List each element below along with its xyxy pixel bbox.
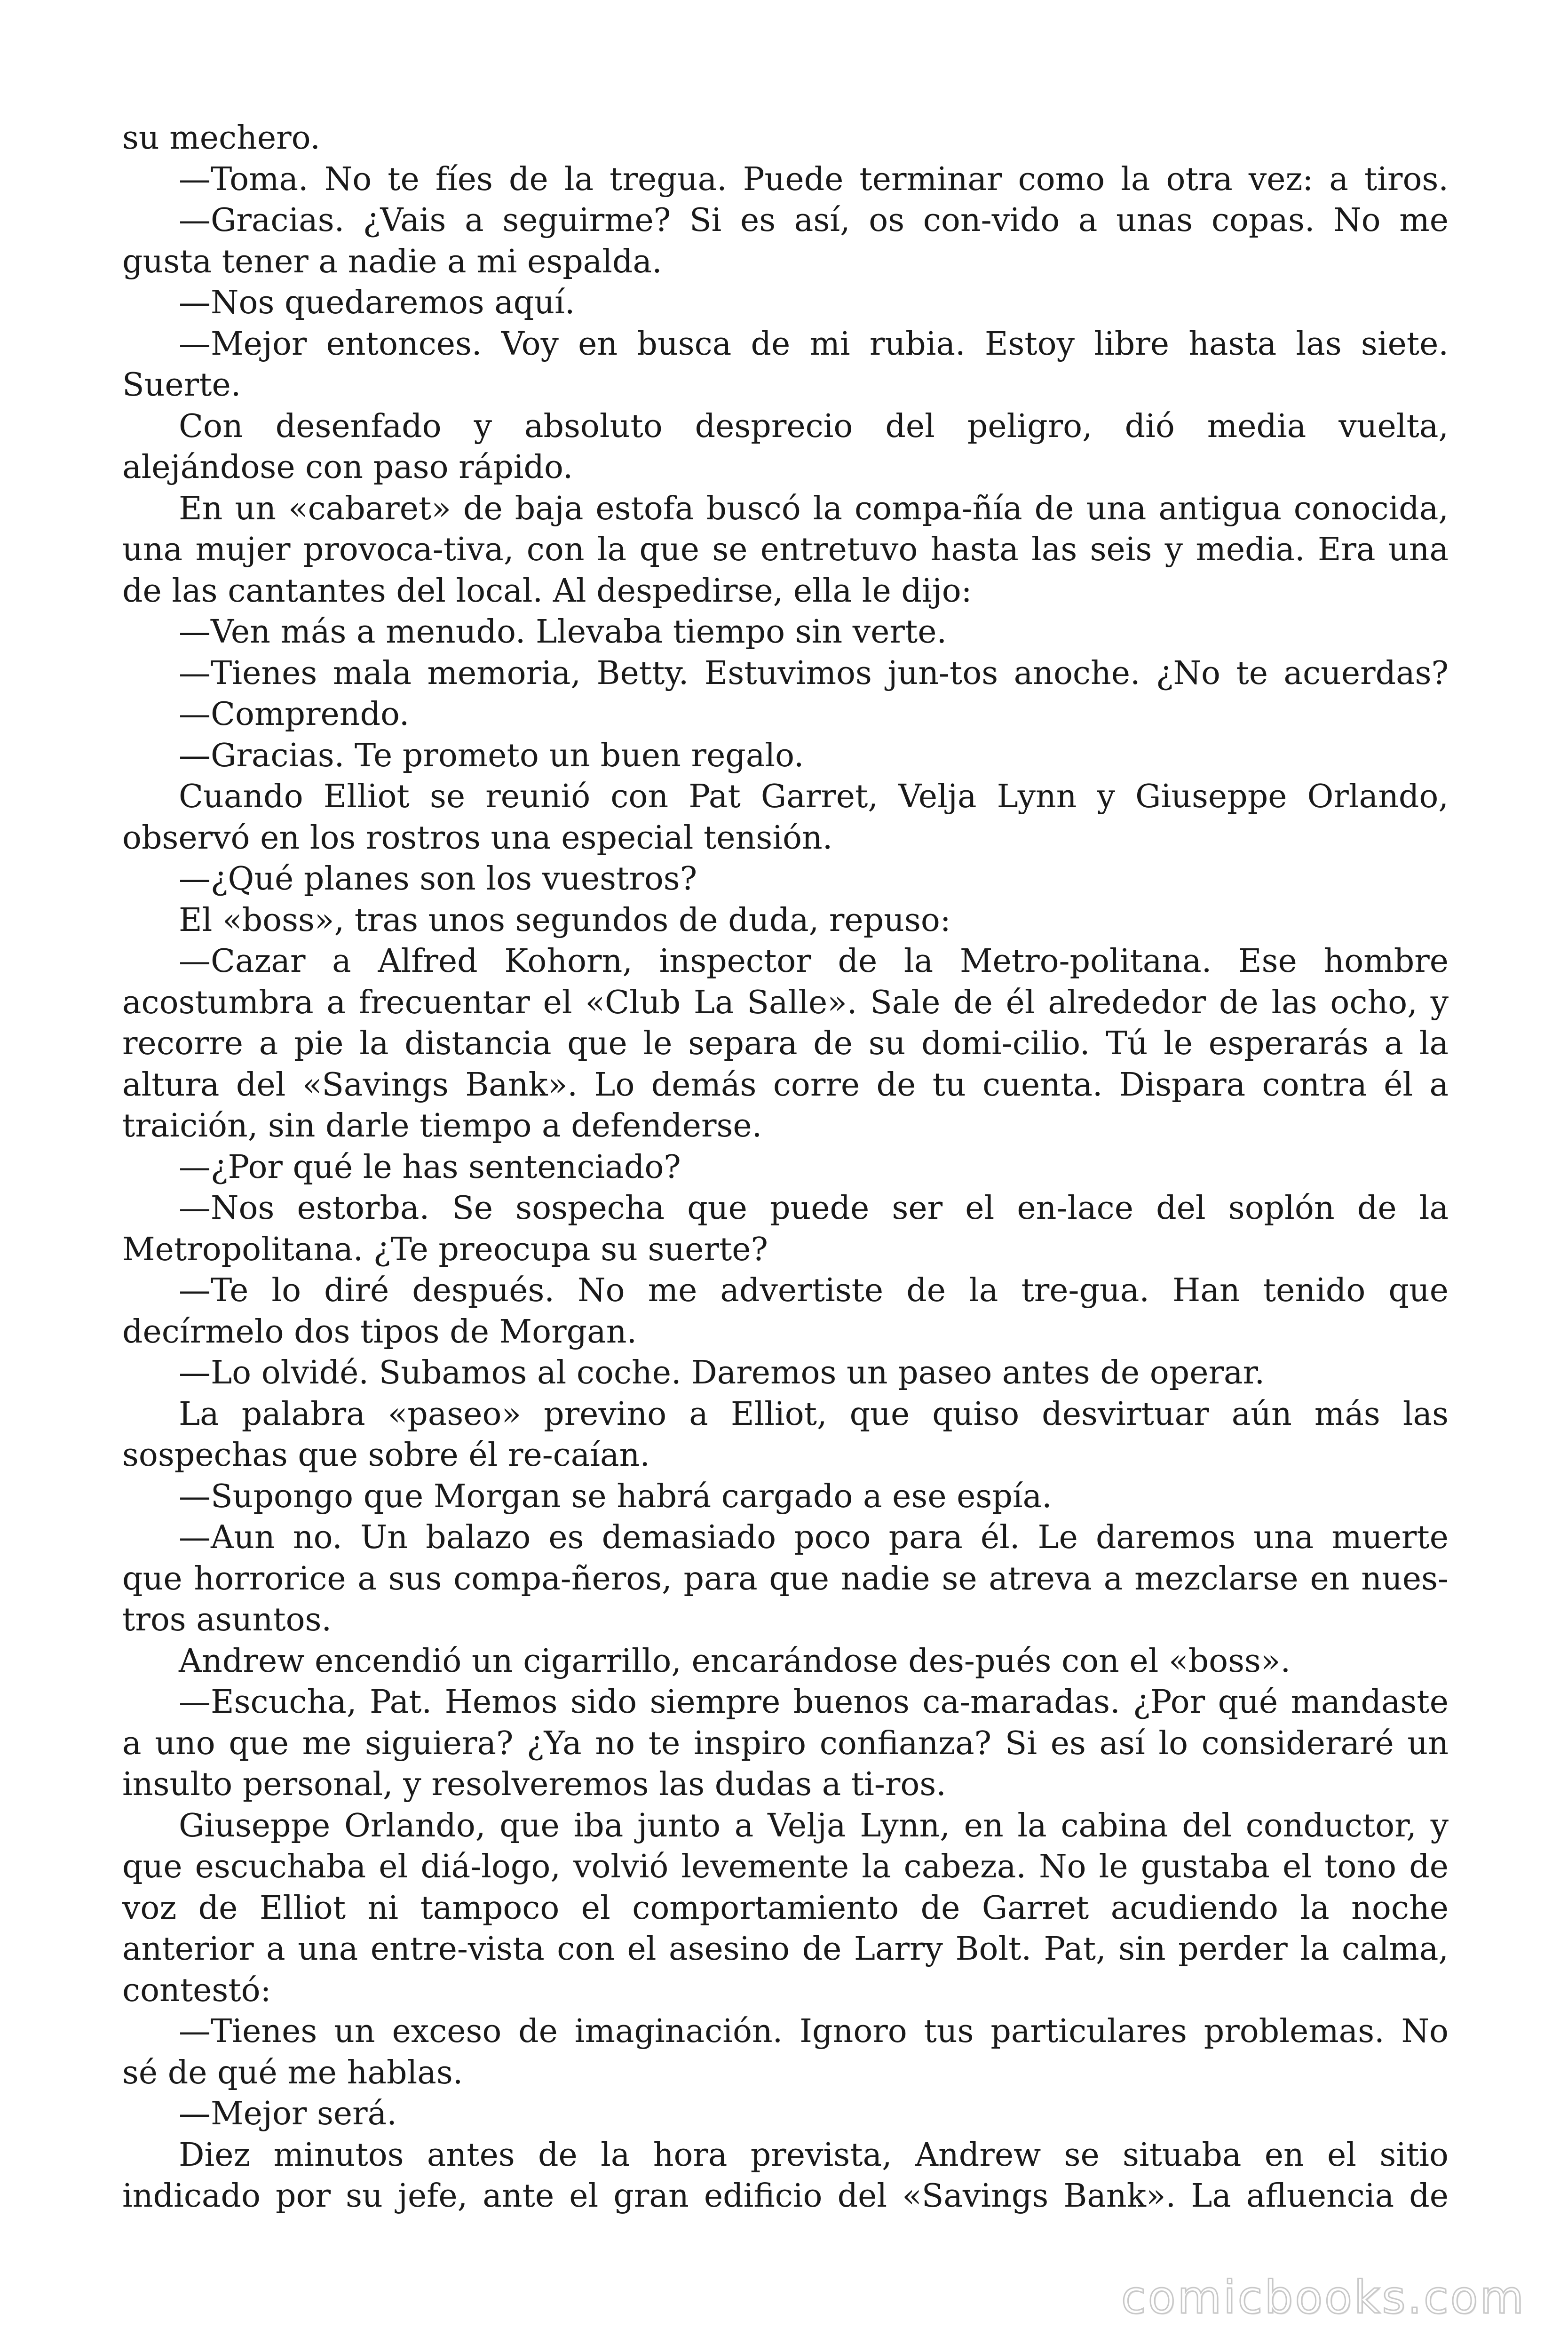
text-line: En un «cabaret» de baja estofa buscó la compa-ñía de una antigua conocida, <box>179 490 1449 527</box>
text-line: gusta tener a nadie a mi espalda. <box>122 243 662 280</box>
text-line: —Mejor será. <box>179 2095 397 2132</box>
text-line: a uno que me siguiera? ¿Ya no te inspiro confianza? Si es así lo consideraré un <box>122 1724 1449 1762</box>
text-line: —Cazar a Alfred Kohorn, inspector de la Metro-politana. Ese hombre <box>179 943 1449 980</box>
text-line: —Gracias. Te prometo un buen regalo. <box>179 737 804 774</box>
text-line: contestó: <box>122 1971 271 2009</box>
text-line: Giuseppe Orlando, que iba junto a Velja Lynn, en la cabina del conductor, y <box>179 1807 1449 1844</box>
text-line: acostumbra a frecuentar el «Club La Salle». Sale de él alrededor de las ocho, y <box>122 984 1449 1021</box>
text-line: —Lo olvidé. Subamos al coche. Daremos un paseo antes de operar. <box>179 1354 1265 1391</box>
text-line: —Tienes un exceso de imaginación. Ignoro tus particulares problemas. No <box>179 2013 1449 2050</box>
text-line: —Escucha, Pat. Hemos sido siempre buenos ca-maradas. ¿Por qué mandaste <box>179 1684 1449 1721</box>
text-line: insulto personal, y resolveremos las dudas a ti-ros. <box>122 1766 946 1803</box>
text-line: sé de qué me hablas. <box>122 2054 463 2091</box>
text-line: tros asuntos. <box>122 1601 332 1638</box>
text-line: voz de Elliot ni tampoco el comportamiento de Garret acudiendo la noche <box>122 1889 1449 1927</box>
text-line: traición, sin darle tiempo a defenderse. <box>122 1107 762 1144</box>
text-line: —Comprendo. <box>179 696 410 733</box>
text-line: una mujer provoca-tiva, con la que se entretuvo hasta las seis y media. Era una <box>122 531 1449 568</box>
text-line: Con desenfado y absoluto desprecio del peligro, dió media vuelta, <box>179 407 1449 445</box>
book-page <box>122 118 1449 2217</box>
text-line: su mechero. <box>122 119 321 157</box>
text-line: anterior a una entre-vista con el asesino de Larry Bolt. Pat, sin perder la calma, <box>122 1931 1449 1968</box>
text-line: de las cantantes del local. Al despedirse, ella le dijo: <box>122 572 972 610</box>
text-line: —Nos quedaremos aquí. <box>179 284 575 321</box>
text-line: —Te lo diré después. No me advertiste de la tre-gua. Han tenido que <box>179 1272 1449 1309</box>
text-line: —¿Por qué le has sentenciado? <box>179 1148 681 1186</box>
text-line: alejándose con paso rápido. <box>122 449 573 486</box>
text-line: —Ven más a menudo. Llevaba tiempo sin verte. <box>179 613 947 651</box>
text-line: que escuchaba el diá-logo, volvió levemente la cabeza. No le gustaba el tono de <box>122 1848 1449 1885</box>
text-line: que horrorice a sus compa-ñeros, para que nadie se atreva a mezclarse en nues- <box>122 1560 1449 1597</box>
text-line: Cuando Elliot se reunió con Pat Garret, Velja Lynn y Giuseppe Orlando, <box>179 778 1449 815</box>
text-line: Suerte. <box>122 366 241 404</box>
text-line: —¿Qué planes son los vuestros? <box>179 860 697 898</box>
text-line: observó en los rostros una especial tensión. <box>122 819 833 857</box>
text-line: Diez minutos antes de la hora prevista, Andrew se situaba en el sitio <box>179 2136 1449 2174</box>
text-line: El «boss», tras unos segundos de duda, repuso: <box>179 901 951 939</box>
text-line: —Nos estorba. Se sospecha que puede ser el en-lace del soplón de la <box>179 1190 1449 1227</box>
text-line: decírmelo dos tipos de Morgan. <box>122 1313 637 1351</box>
text-line: altura del «Savings Bank». Lo demás corre de tu cuenta. Dispara contra él a <box>122 1066 1449 1104</box>
text-line: Andrew encendió un cigarrillo, encarándose des-pués con el «boss». <box>179 1642 1291 1680</box>
text-line: Metropolitana. ¿Te preocupa su suerte? <box>122 1231 768 1268</box>
text-line: —Tienes mala memoria, Betty. Estuvimos jun-tos anoche. ¿No te acuerdas? <box>179 654 1449 692</box>
text-line: —Gracias. ¿Vais a seguirme? Si es así, os con-vido a unas copas. No me <box>179 202 1449 239</box>
watermark: comicbooks.com <box>1121 2271 1526 2324</box>
text-line: recorre a pie la distancia que le separa de su domi-cilio. Tú le esperarás a la <box>122 1025 1449 1062</box>
text-line: sospechas que sobre él re-caían. <box>122 1437 650 1474</box>
text-line: —Aun no. Un balazo es demasiado poco para él. Le daremos una muerte <box>179 1519 1449 1556</box>
text-line: indicado por su jefe, ante el gran edificio del «Savings Bank». La afluencia de <box>122 2177 1449 2215</box>
text-line: —Supongo que Morgan se habrá cargado a ese espía. <box>179 1478 1052 1515</box>
text-line: —Toma. No te fíes de la tregua. Puede terminar como la otra vez: a tiros. <box>179 160 1449 198</box>
text-line: —Mejor entonces. Voy en busca de mi rubia. Estoy libre hasta las siete. <box>179 325 1449 363</box>
text-line: La palabra «paseo» previno a Elliot, que quiso desvirtuar aún más las <box>179 1395 1449 1433</box>
